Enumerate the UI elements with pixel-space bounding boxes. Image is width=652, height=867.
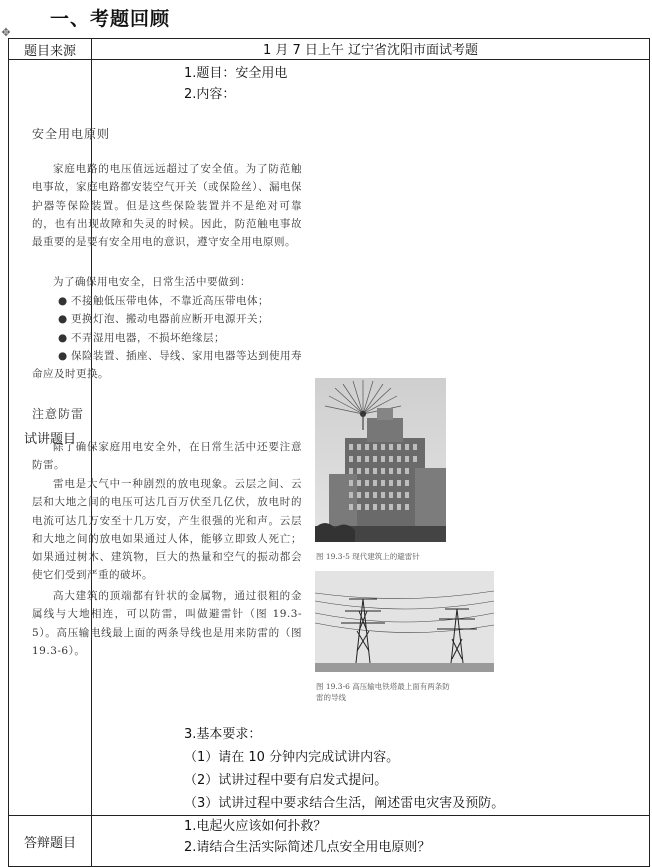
figure-caption: 图 19.3-5 现代建筑上的避雷针 (316, 552, 420, 561)
table-move-handle-icon[interactable]: ✥ (1, 26, 11, 39)
requirement-item: （2）试讲过程中要有启发式提问。 (184, 773, 388, 788)
requirement-item: （1）请在 10 分钟内完成试讲内容。 (184, 750, 400, 765)
list-item-text: 不弄湿用电器，不损坏绝缘层； (71, 331, 225, 344)
list-item (32, 310, 302, 328)
defense-question: 2.请结合生活实际简述几点安全用电原则？ (184, 840, 431, 855)
textbook-paragraph: 高大建筑的顶端都有针状的金属物，通过很粗的金属线与大地相连，可以防雷，叫做避雷针（图 19.3-5）。高压输电线最上面的两条导线也是用来防雷的（图 19.3-6）。 (32, 590, 302, 657)
textbook-excerpt (0, 105, 649, 723)
defense-cell (92, 816, 650, 867)
section-title: 一、考题回顾 (50, 8, 171, 30)
textbook-paragraph: 除了确保家庭用电安全外，在日常生活中还要注意防雷。 (32, 441, 302, 472)
bullet-icon: ● (58, 331, 68, 344)
source-value: 1 月 7 日上午 辽宁省沈阳市面试考题 (92, 39, 650, 60)
lecture-label: 试讲题目 (9, 60, 92, 816)
requirements-label: 3.基本要求： (184, 727, 262, 742)
exam-table (8, 38, 650, 867)
textbook-section-title: 安全用电原则 (32, 127, 111, 141)
textbook-paragraph: 为了确保用电安全，日常生活中要做到： (53, 276, 251, 288)
list-item-text: 保险装置、插座、导线、家用电器等达到使用寿命应及时更换。 (32, 349, 302, 381)
textbook-paragraph: 雷电是大气中一种剧烈的放电现象。云层之间、云层和大地之间的电压可达几百万伏至几亿伏，放电时的电流可达几万安至十几万安，产生很强的光和声。云层和大地之间的放电如果通过人体，能够立即致人死亡；如果通过树木、建筑物，巨大的热量和空气的振动都会使它们受到严重的破坏。 (32, 478, 302, 582)
source-label: 题目来源 (9, 39, 92, 60)
defense-question: 1.电起火应该如何扑救？ (184, 819, 327, 834)
table-header-row (9, 39, 650, 60)
bullet-icon: ● (58, 313, 68, 326)
list-item-text: 不接触低压带电体，不靠近高压带电体； (71, 295, 269, 307)
figure-caption: 图 19.3-6 高压输电铁塔最上面有两条防雷的导线 (316, 682, 450, 702)
bullet-icon: ● (58, 349, 68, 362)
topic-line: 1.题目：安全用电 (184, 66, 288, 81)
textbook-section-title: 注意防雷 (32, 407, 85, 421)
content-label: 2.内容： (184, 87, 236, 102)
list-item (32, 292, 302, 310)
requirement-item: （3）试讲过程中要求结合生活，阐述雷电灾害及预防。 (184, 796, 505, 811)
safety-rule-list (32, 292, 302, 383)
textbook-paragraph: 家庭电路的电压值远远超过了安全值。为了防范触电事故，家庭电路都安装空气开关（或保险丝）、漏电保护器等保险装置。但是这些保险装置并不是绝对可靠的，也有出现故障和失灵的时候。因此，防范触电事故最重要的是要有安全用电的意识，遵守安全用电原则。 (32, 163, 302, 249)
power-tower-photo (315, 571, 494, 672)
lecture-row (9, 60, 650, 816)
defense-label: 答辩题目 (9, 816, 92, 867)
lightning-rod-building-photo (315, 378, 446, 542)
defense-row (9, 816, 650, 867)
bullet-icon: ● (58, 295, 68, 307)
list-item (32, 329, 302, 347)
list-item-text: 更换灯泡、搬动电器前应断开电源开关； (71, 313, 269, 326)
list-item (32, 347, 302, 384)
